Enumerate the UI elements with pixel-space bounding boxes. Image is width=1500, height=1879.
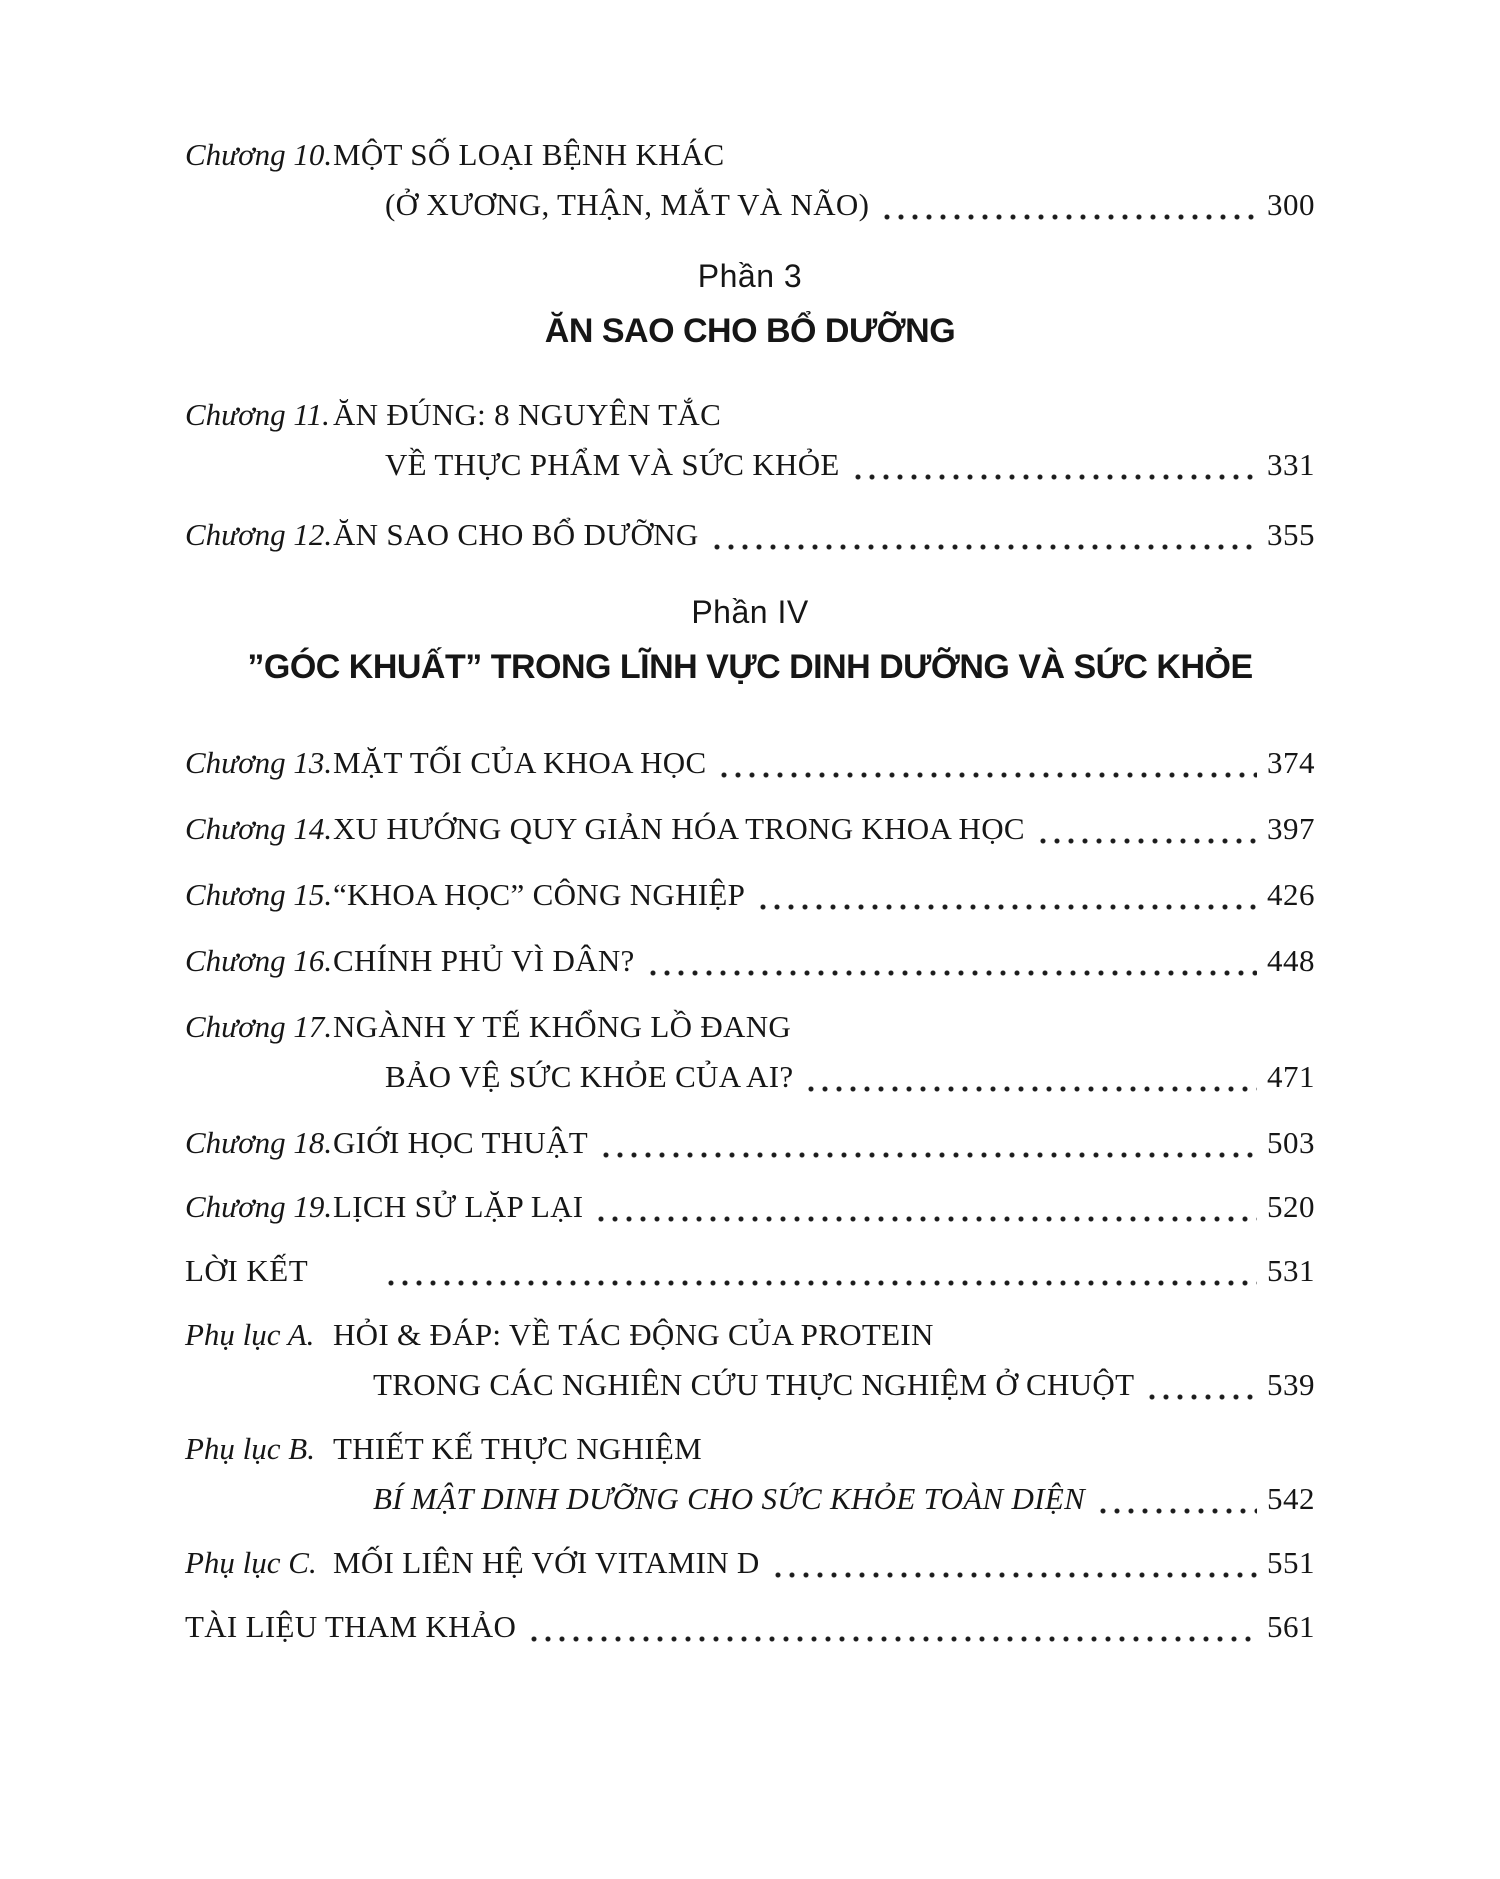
entry-title-line1: HỎI & ĐÁP: VỀ TÁC ĐỘNG CỦA PROTEIN <box>333 1317 934 1352</box>
page-number: 397 <box>1267 811 1315 846</box>
entry-body <box>333 130 1315 230</box>
dot-leader <box>708 510 1257 560</box>
entry-title: XU HƯỚNG QUY GIẢN HÓA TRONG KHOA HỌC <box>333 811 1025 846</box>
entry-body <box>333 936 1315 986</box>
toc-entry-chapter-14 <box>185 804 1315 854</box>
part-header-3 <box>185 250 1315 360</box>
page-number: 355 <box>1267 517 1315 552</box>
appendix-label: Phụ lục A. <box>185 1317 315 1352</box>
toc-entry-chapter-12 <box>185 510 1315 560</box>
entry-body <box>333 1538 1315 1588</box>
entry-title: LỊCH SỬ LẶP LẠI <box>333 1189 584 1224</box>
page-number: 531 <box>1267 1253 1315 1288</box>
dot-leader <box>1143 1360 1257 1410</box>
chapter-label: Chương 16. <box>185 943 333 978</box>
entry-body <box>333 1310 1315 1410</box>
table-of-contents <box>185 130 1315 1668</box>
entry-title-line2: VỀ THỰC PHẨM VÀ SỨC KHỎE <box>385 447 840 482</box>
page-number: 503 <box>1267 1125 1315 1160</box>
toc-entry-appendix-a <box>185 1310 1315 1410</box>
page-number: 448 <box>1267 943 1315 978</box>
dot-leader <box>878 180 1257 230</box>
entry-body <box>333 1182 1315 1232</box>
entry-title-line1: ĂN ĐÚNG: 8 NGUYÊN TẮC <box>333 397 722 432</box>
part-kicker: Phần 3 <box>697 258 803 294</box>
page-number: 374 <box>1267 745 1315 780</box>
chapter-label: Chương 11. <box>185 397 330 432</box>
entry-body <box>333 510 1315 560</box>
entry-title-line2: (Ở XƯƠNG, THẬN, MẮT VÀ NÃO) <box>385 187 870 222</box>
dot-leader <box>525 1602 1257 1652</box>
dot-leader <box>382 1246 1257 1296</box>
part-kicker: Phần IV <box>691 594 809 630</box>
appendix-label: Phụ lục C. <box>185 1545 317 1580</box>
page-number: 300 <box>1267 187 1315 222</box>
toc-entry-appendix-b <box>185 1424 1315 1524</box>
dot-leader <box>802 1052 1257 1102</box>
chapter-label: Chương 12. <box>185 517 333 552</box>
page-number: 542 <box>1267 1481 1315 1516</box>
part-header-4 <box>185 586 1315 696</box>
toc-entry-chapter-18 <box>185 1118 1315 1168</box>
chapter-label: Chương 15. <box>185 877 333 912</box>
appendix-label: Phụ lục B. <box>185 1431 315 1466</box>
entry-title: “KHOA HỌC” CÔNG NGHIỆP <box>333 877 746 912</box>
entry-title: MẶT TỐI CỦA KHOA HỌC <box>333 745 707 780</box>
entry-body <box>333 1002 1315 1102</box>
page-number: 520 <box>1267 1189 1315 1224</box>
chapter-label: Chương 10. <box>185 137 333 172</box>
entry-body <box>333 1424 1315 1524</box>
page-number: 539 <box>1267 1367 1315 1402</box>
toc-entry-chapter-16 <box>185 936 1315 986</box>
entry-title: ĂN SAO CHO BỔ DƯỠNG <box>333 517 699 552</box>
dot-leader <box>849 440 1257 490</box>
page-number: 551 <box>1267 1545 1315 1580</box>
entry-title: MỐI LIÊN HỆ VỚI VITAMIN D <box>333 1545 760 1580</box>
entry-title-line2: TRONG CÁC NGHIÊN CỨU THỰC NGHIỆM Ở CHUỘT <box>373 1367 1135 1402</box>
page-number: 426 <box>1267 877 1315 912</box>
entry-title-line1: THIẾT KẾ THỰC NGHIỆM <box>333 1431 703 1466</box>
toc-entry-chapter-15 <box>185 870 1315 920</box>
dot-leader <box>1094 1474 1257 1524</box>
chapter-label: Chương 18. <box>185 1125 333 1160</box>
dot-leader <box>644 936 1257 986</box>
entry-title-line2: BÍ MẬT DINH DƯỠNG CHO SỨC KHỎE TOÀN DIỆN <box>373 1481 1086 1516</box>
part-title: ”GÓC KHUẤT” TRONG LĨNH VỰC DINH DƯỠNG VÀ SỨC KHỎE <box>247 648 1253 686</box>
dot-leader <box>592 1182 1257 1232</box>
entry-body <box>333 390 1315 490</box>
page-number: 331 <box>1267 447 1315 482</box>
chapter-label: Chương 14. <box>185 811 333 846</box>
dot-leader <box>1034 804 1257 854</box>
toc-entry-references <box>185 1602 1315 1652</box>
entry-title: GIỚI HỌC THUẬT <box>333 1125 589 1160</box>
page-number: 561 <box>1267 1609 1315 1644</box>
entry-body <box>185 1602 1315 1652</box>
chapter-label: Chương 13. <box>185 745 333 780</box>
dot-leader <box>597 1118 1257 1168</box>
dot-leader <box>754 870 1257 920</box>
entry-body <box>333 870 1315 920</box>
toc-entry-chapter-19 <box>185 1182 1315 1232</box>
toc-entry-appendix-c <box>185 1538 1315 1588</box>
toc-entry-chapter-10 <box>185 130 1315 230</box>
entry-title-line1: MỘT SỐ LOẠI BỆNH KHÁC <box>333 137 725 172</box>
entry-title-line1: NGÀNH Y TẾ KHỔNG LỒ ĐANG <box>333 1009 792 1044</box>
toc-entry-epilogue <box>185 1246 1315 1296</box>
entry-body <box>333 804 1315 854</box>
entry-title: CHÍNH PHỦ VÌ DÂN? <box>333 943 635 978</box>
chapter-label: Chương 19. <box>185 1189 333 1224</box>
entry-title: TÀI LIỆU THAM KHẢO <box>185 1609 517 1644</box>
part-title: ĂN SAO CHO BỔ DƯỠNG <box>544 312 956 350</box>
entry-title-line2: BẢO VỆ SỨC KHỎE CỦA AI? <box>385 1059 794 1094</box>
chapter-label: Chương 17. <box>185 1009 333 1044</box>
entry-title: LỜI KẾT <box>185 1253 309 1288</box>
entry-body <box>333 738 1315 788</box>
entry-body <box>333 1118 1315 1168</box>
dot-leader <box>769 1538 1257 1588</box>
page-number: 471 <box>1267 1059 1315 1094</box>
toc-entry-chapter-17 <box>185 1002 1315 1102</box>
toc-entry-chapter-13 <box>185 738 1315 788</box>
toc-entry-chapter-11 <box>185 390 1315 490</box>
entry-body <box>333 1246 1315 1296</box>
dot-leader <box>715 738 1257 788</box>
